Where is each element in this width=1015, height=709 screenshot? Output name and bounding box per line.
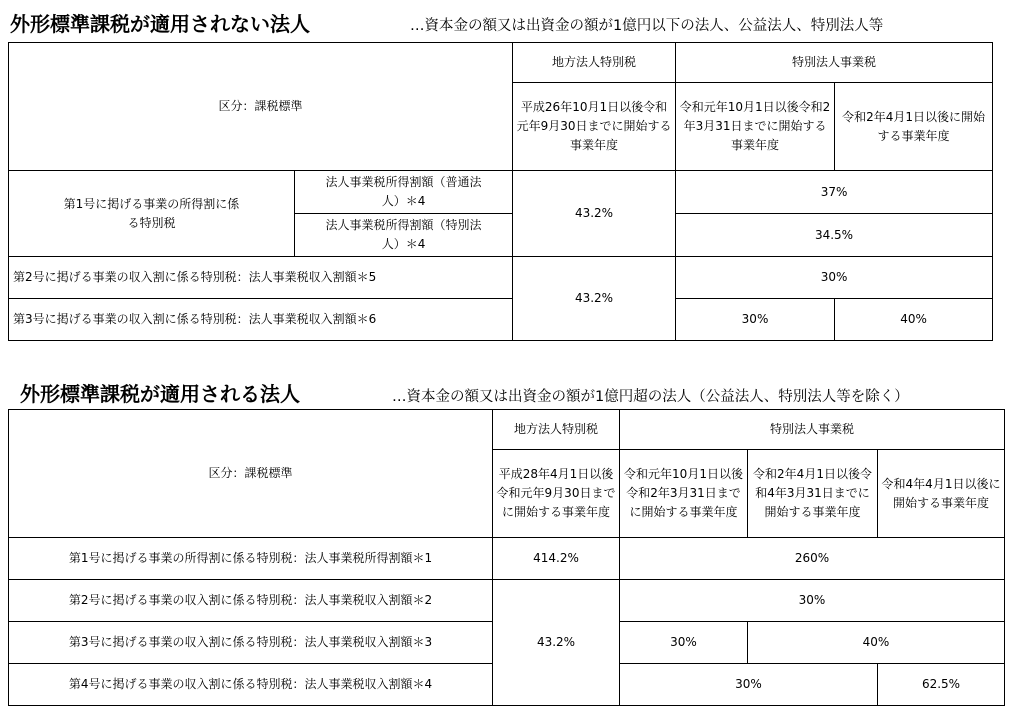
period-special-3: 令和4年4月1日以後に開始する事業年度: [878, 450, 1005, 538]
period-special-1: 令和元年10月1日以後令和2年3月31日までに開始する事業年度: [676, 83, 835, 171]
row1-sub-b: 法人事業税所得割額（特別法人）＊4: [295, 214, 513, 257]
period-special-2: 令和2年4月1日以後に開始する事業年度: [835, 83, 993, 171]
row1-special-rate: 260%: [620, 538, 1005, 580]
row234-local-rate: 43.2%: [493, 580, 620, 706]
section2-title: 外形標準課税が適用される法人: [20, 382, 300, 406]
row1-label: 第1号に掲げる事業の所得割に係る特別税：法人事業税所得割額＊1: [9, 538, 493, 580]
special-business-tax-header: 特別法人事業税: [620, 410, 1005, 450]
row3-special-rate-2: 40%: [748, 622, 1005, 664]
row3-special-rate-1: 30%: [620, 622, 748, 664]
row1-local-rate: 414.2%: [493, 538, 620, 580]
section1-table: [8, 42, 993, 341]
row4-special-rate-1: 30%: [620, 664, 878, 706]
row1-special-b-rate: 34.5%: [676, 214, 993, 257]
section2-note: …資本金の額又は出資金の額が1億円超の法人（公益法人、特別法人等を除く）: [392, 389, 909, 405]
row2-special-rate: 30%: [620, 580, 1005, 622]
row1-label: 第1号に掲げる事業の所得割に係る特別税: [9, 171, 295, 257]
row3-special-rate-1: 30%: [676, 299, 835, 341]
row2-label: 第2号に掲げる事業の収入割に係る特別税：法人事業税収入割額＊5: [9, 257, 513, 299]
row1-sub-a: 法人事業税所得割額（普通法人）＊4: [295, 171, 513, 214]
local-special-tax-header: 地方法人特別税: [493, 410, 620, 450]
row3-label: 第3号に掲げる事業の収入割に係る特別税：法人事業税収入割額＊6: [9, 299, 513, 341]
period-special-2: 令和2年4月1日以後令和4年3月31日までに開始する事業年度: [748, 450, 878, 538]
row3-label: 第3号に掲げる事業の収入割に係る特別税：法人事業税収入割額＊3: [9, 622, 493, 664]
section1-note: …資本金の額又は出資金の額が1億円以下の法人、公益法人、特別法人等: [410, 18, 884, 34]
row1-local-rate: 43.2%: [513, 171, 676, 257]
row3-special-rate-2: 40%: [835, 299, 993, 341]
period-local: 平成26年10月1日以後令和元年9月30日までに開始する事業年度: [513, 83, 676, 171]
kubun-header: 区分：課税標準: [9, 43, 513, 171]
period-special-1: 令和元年10月1日以後令和2年3月31日までに開始する事業年度: [620, 450, 748, 538]
row2-special-rate: 30%: [676, 257, 993, 299]
special-business-tax-header: 特別法人事業税: [676, 43, 993, 83]
row4-label: 第4号に掲げる事業の収入割に係る特別税：法人事業税収入割額＊4: [9, 664, 493, 706]
local-special-tax-header: 地方法人特別税: [513, 43, 676, 83]
row23-local-rate: 43.2%: [513, 257, 676, 341]
section2-table: [8, 409, 1005, 706]
period-local: 平成28年4月1日以後令和元年9月30日までに開始する事業年度: [493, 450, 620, 538]
row4-special-rate-2: 62.5%: [878, 664, 1005, 706]
section1-title: 外形標準課税が適用されない法人: [10, 12, 310, 36]
row2-label: 第2号に掲げる事業の収入割に係る特別税：法人事業税収入割額＊2: [9, 580, 493, 622]
row1-special-a-rate: 37%: [676, 171, 993, 214]
kubun-header: 区分：課税標準: [9, 410, 493, 538]
